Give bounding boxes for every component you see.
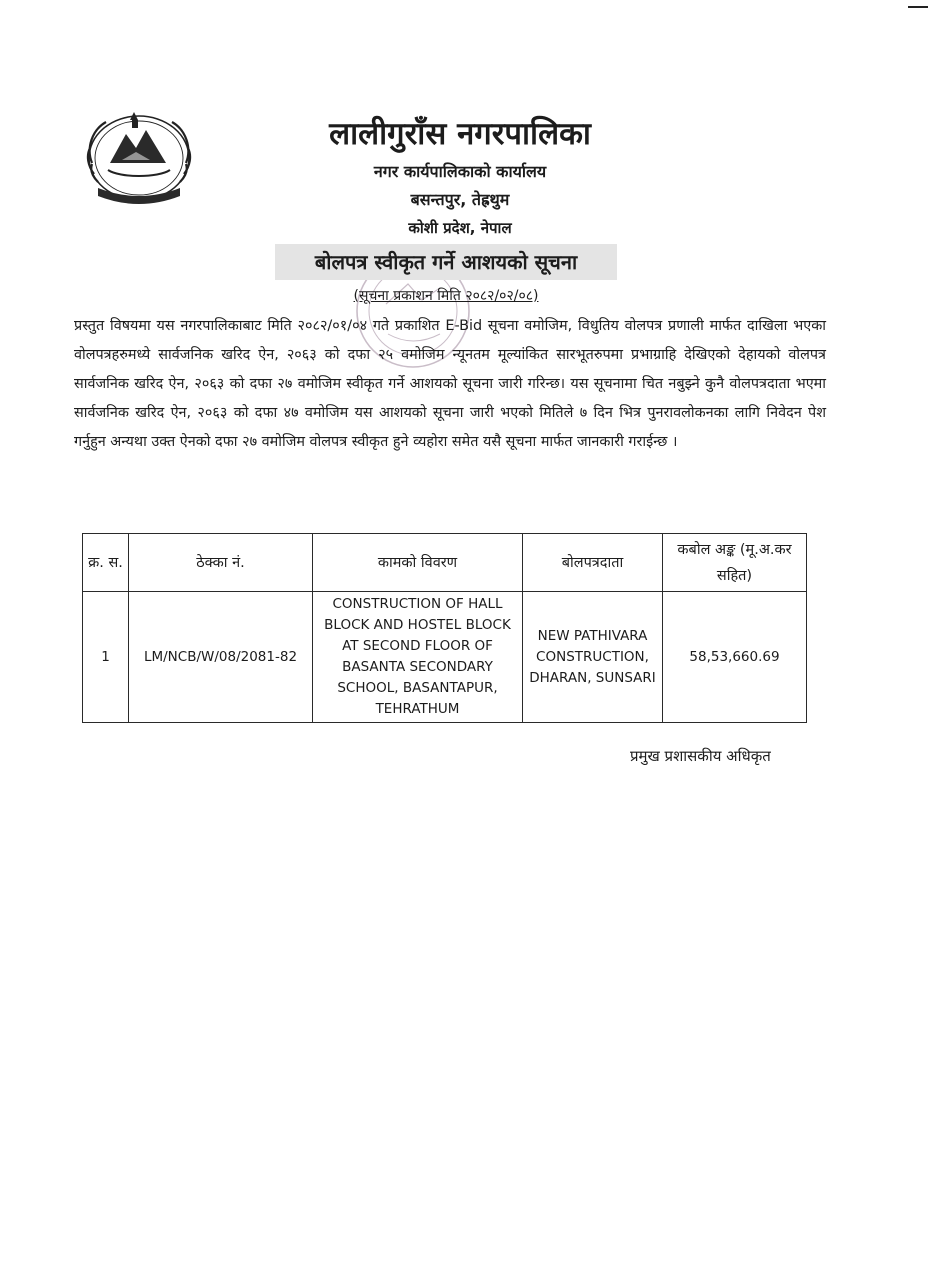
signatory-title: प्रमुख प्रशासकीय अधिकृत [630, 747, 771, 765]
table-header-row [83, 534, 807, 592]
municipality-name: लालीगुराँस नगरपालिका [329, 116, 591, 152]
office-name: नगर कार्यपालिकाको कार्यालय [373, 162, 547, 181]
header-bidder: बोलपत्रदाता [523, 534, 663, 592]
work-description-cell: CONSTRUCTION OF HALL BLOCK AND HOSTEL BLOCK AT SECOND FLOOR OF BASANTA SECONDARY SCHOOL, BASANTAPUR, TEHRATHUM [313, 592, 523, 723]
bid-table [82, 533, 807, 723]
bidder-cell: NEW PATHIVARA CONSTRUCTION, DHARAN, SUNSARI [523, 592, 663, 723]
contract-number-cell: LM/NCB/W/08/2081-82 [129, 592, 313, 723]
nepal-emblem-icon [80, 108, 198, 208]
header-bid-amount: कबोल अङ्क (मू.अ.कर सहित) [663, 534, 807, 592]
serial-number-cell: 1 [83, 592, 129, 723]
notice-title: बोलपत्र स्वीकृत गर्ने आशयको सूचना [275, 244, 617, 280]
scan-edge-mark [908, 6, 928, 8]
notice-body: प्रस्तुत विषयमा यस नगरपालिकाबाट मिति २०८२/०१/०४ गते प्रकाशित E-Bid सूचना वमोजिम, विधुतिय वोलपत्र प्रणाली मार्फत दाखिला भएका वोलपत्रहरुमध्ये सार्वजनिक खरिद ऐन, २०६३ को दफा २५ वमोजिम न्यूनतम मूल्यांकित सारभूतरुपमा प्रभाग्राहि देखिएको देहायको वोलपत्र सार्वजनिक खरिद ऐन, २०६३ को दफा २७ वमोजिम स्वीकृत गर्ने आशयको सूचना जारी गरिन्छ। यस सूचनामा चित नबुझ्ने कुनै वोलपत्रदाता भएमा सार्वजनिक खरिद ऐन, २०६३ को दफा ४७ वमोजिम यस आशयको सूचना जारी भएको मितिले ७ दिन भित्र पुनरावलोकनका लागि निवेदन पेश गर्नुहुन अन्यथा उक्त ऐनको दफा २७ वमोजिम वोलपत्र स्वीकृत हुने व्यहोरा समेत यसै सूचना मार्फत जानकारी गराईन्छ । [74, 318, 826, 450]
header-contract-number: ठेक्का नं. [129, 534, 313, 592]
office-province: कोशी प्रदेश, नेपाल [408, 219, 512, 237]
table-row [83, 592, 807, 723]
office-address: बसन्तपुर, तेह्रथुम [410, 190, 510, 209]
header-work-description: कामको विवरण [313, 534, 523, 592]
header-serial-number: क्र. स. [83, 534, 129, 592]
publication-date: (सूचना प्रकाशन मिति २०८२/०२/०८) [353, 288, 539, 304]
bid-amount-cell: 58,53,660.69 [663, 592, 807, 723]
